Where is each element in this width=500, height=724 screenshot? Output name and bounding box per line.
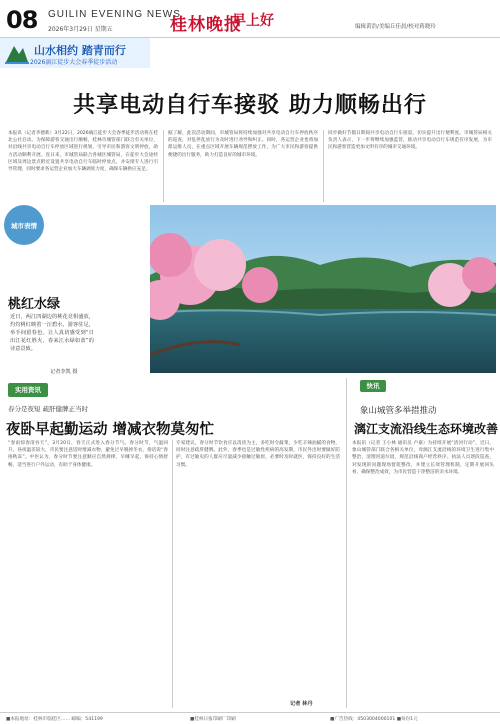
footer-address: ■本报地址：桂林市临桂区…… 邮编：541199 xyxy=(6,717,103,722)
column-divider xyxy=(163,130,164,202)
news-flash-tag: 快讯 xyxy=(360,380,386,392)
article3-headline-line1: 象山城管多举措推动 xyxy=(360,406,437,416)
column-divider xyxy=(323,130,324,202)
section-tag: 实用资讯 xyxy=(8,383,48,397)
footer-printer: ■桂林日报印刷厂印刷 xyxy=(190,717,236,722)
feature-credit: 记者李凯 摄 xyxy=(50,369,78,375)
mountain-icon xyxy=(4,40,30,66)
column-divider xyxy=(346,378,347,708)
issue-date: 2026年3月29日 星期五 xyxy=(48,26,113,33)
promo-title: 山水相约 踏青而行 xyxy=(34,44,126,57)
page-header xyxy=(0,0,500,40)
promo-subtitle: 2026漓江徒步大会春季徒步活动 xyxy=(30,59,118,66)
article2-col2: 专家建议，春分时节饮食应以清淡为主，多吃时令蔬菜，少吃辛辣油腻的食物，同时注意疏肝健脾。此外，春季也是过敏性疾病的高发期，市民外出时要做好防护，有过敏史的人群应尽量减少接触过敏原，必要时及时就医，保持良好的生活习惯。 xyxy=(176,441,340,468)
main-article-col1: 本报讯（记者李德新）3月22日，2026漓江徒步大会春季徒步活动将在桂北公社启动。为保障游客交通出行顺畅，桂林市城管部门联合有关单位，对沿线共享电动自行车停放区域进行规划，引导市民和游客文明停放，助力活动顺利开展。连日来，市城管局联合各城区城管局，在徒步大会途经区域及周边景点附近设置共享电动自行车临时停放点，并安排专人进行引导管理，同时要求各运营企业加大车辆调度力度，确保车辆供应充足。 xyxy=(8,131,158,173)
masthead-logo: 桂林晚报 xyxy=(170,15,242,35)
feature-photo xyxy=(150,205,496,373)
feature-title: 桃红水绿 xyxy=(8,297,61,312)
main-headline: 共享电动自行车接驳 助力顺畅出行 xyxy=(73,93,427,118)
article2-col1: “春雨惊春清谷天”，3月20日，春天正式进入春分节气。春分时节，气温回升，昼夜温差较大，市民要注意适时增减衣物，避免过早脱掉冬衣，俗话说“春捂秋冻”。中医认为，春分时节要注意顺应自然规律，早睡早起，保持心情舒畅，适当进行户外运动，有助于身体健康。 xyxy=(8,441,168,468)
main-article-col2: 据了解，此次活动期间，市城管局将持续加强对共享电动自行车停放秩序的巡查，对乱停乱放行为及时进行劝导和纠正。同时，各运营企业也将加派运维人员，在重点区域开展车辆规范摆放工作，为广大市民和游客提供便捷的出行服务，助力打造良好的城市环境。 xyxy=(168,131,318,158)
paper-name-english: GUILIN EVENING NEWS xyxy=(48,9,181,20)
page-number: 08 xyxy=(6,6,38,34)
article2-subhead: 春分是夜短 疏肝健脾正当时 xyxy=(8,405,89,413)
article3-headline-line2: 漓江支流沿线生态环境改善 xyxy=(354,422,499,436)
footer-ads: ■广告热线：4503004000101 ■每份1元 xyxy=(330,717,418,722)
feature-caption: 近日，两江四湖边的桃花竞相盛放，灼灼桃红映着一汪碧水，游客驻足，举手间留春色。让人真切感受到“日出江花红胜火，春来江水绿如蓝”的诗意景致。 xyxy=(10,314,94,352)
main-article-col3: 同步做好节假日期间共享电动自行车接驳，切实提升出行便利度。市城管局相关负责人表示，下一步将继续加强监管，推动共享电动自行车规范有序发展，为市民和游客营造更加文明有序的城市交通环境。 xyxy=(328,131,492,151)
article2-author: 记者 林丹 xyxy=(290,701,313,707)
section-logo: 早上好 xyxy=(232,13,274,29)
editor-credits: 编辑黄浩/美编丘佳晨/校对蒋晓玲 xyxy=(355,24,436,30)
feature-tag-badge: 城市表情 xyxy=(4,205,44,245)
article2-headline: 夜卧早起勤运动 增减衣物莫匆忙 xyxy=(6,422,215,438)
column-divider xyxy=(172,440,173,708)
page-footer xyxy=(0,712,500,724)
article3-col1: 本报讯（记者 王小林 通讯员 卢嘉）为持续开展“清河行动”，近日，象山城管部门联合各相关单位，对漓江支流沿线的环境卫生进行集中整治，清理河道垃圾，规范沿线商户经营秩序。执法人员逐段巡查，对发现的问题现场督促整改，并建立长效管理机制，定期开展回头看，确保整治成效，为市民营造干净整洁的亲水环境。 xyxy=(352,441,494,475)
